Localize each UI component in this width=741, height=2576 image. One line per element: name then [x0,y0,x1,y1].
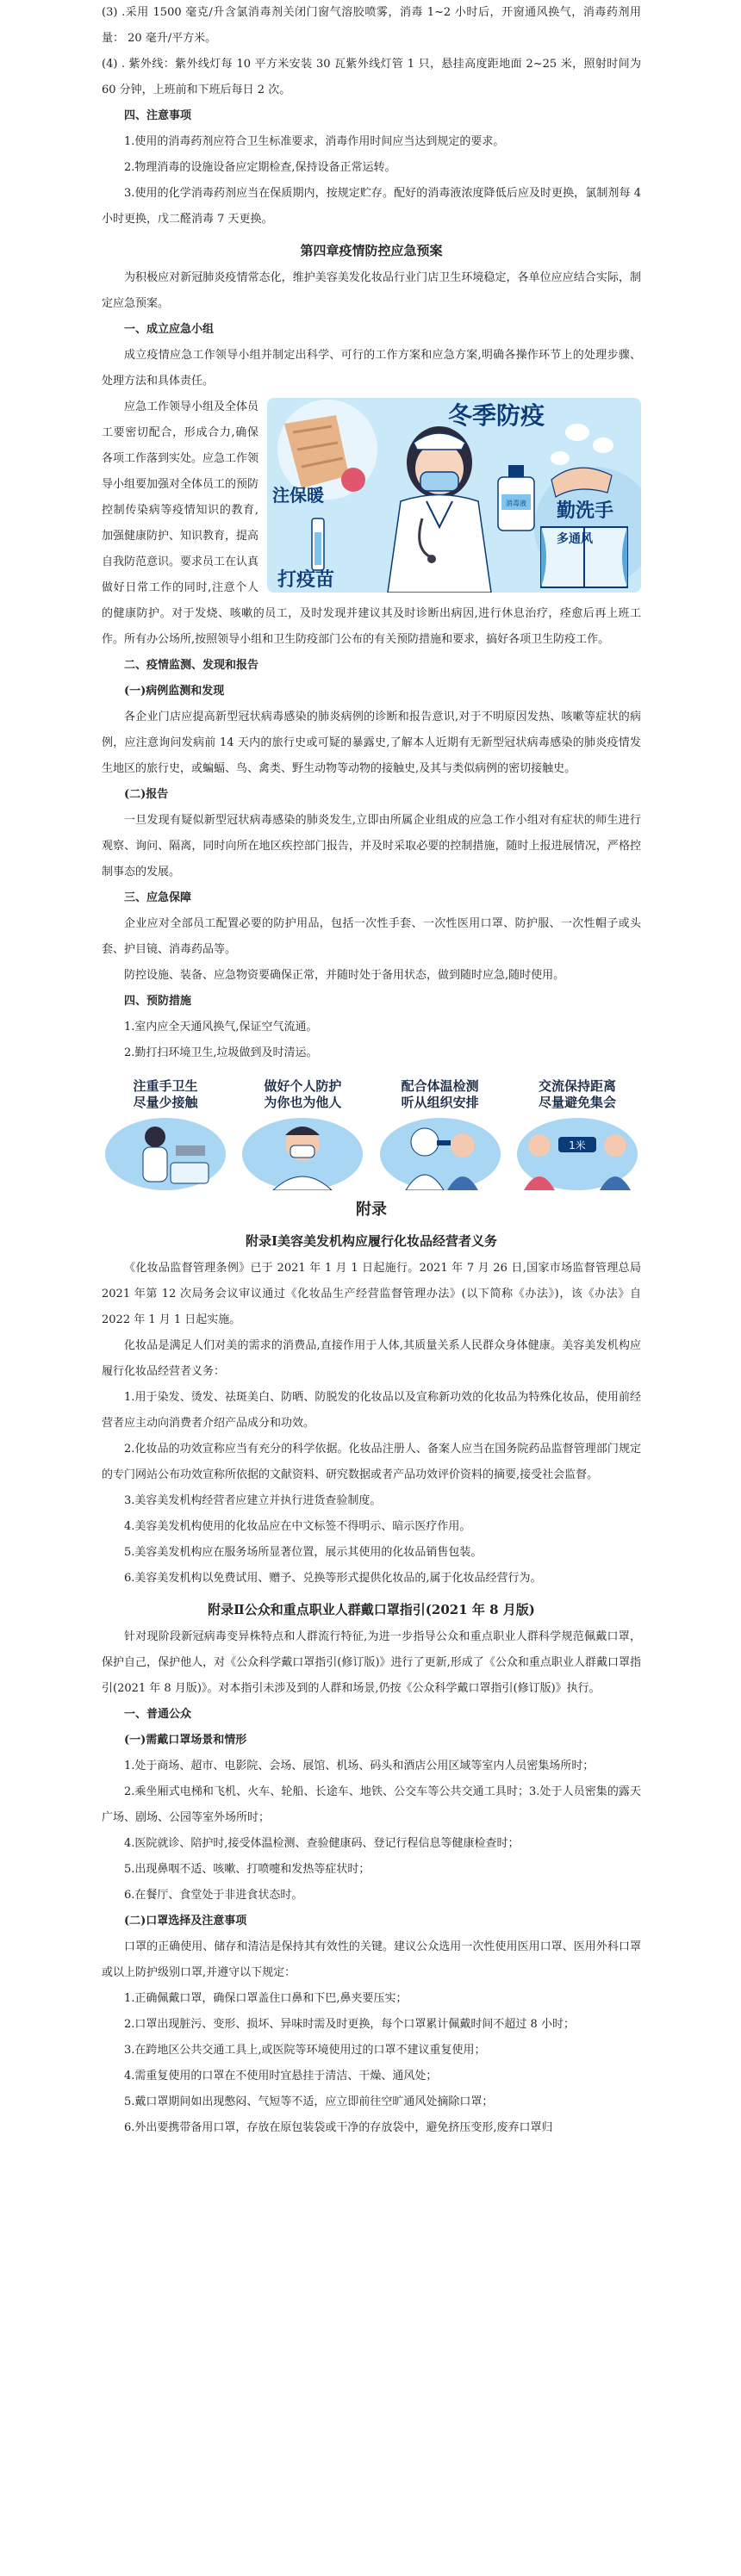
text-line: (3) .采用 1500 毫克/升含氯消毒剂关闭门窗气溶胶喷雾，消毒 1~2 小时后，开窗通风换气，消毒药剂用量： 20 毫升/平方米。 [102,6,641,45]
banner-caption: 做好个人防护 为你也为他人 [264,1078,342,1110]
winter-prevention-poster [267,398,641,593]
list-item: 2.口罩出现脏污、变形、损坏、异味时需及时更换，每个口罩累计佩戴时间不超过 8 小时； [124,2018,575,2031]
mask-person-icon [239,1111,366,1190]
list-item: 2.化妆品的功效宣称应当有充分的科学依据。化妆品注册人、备案人应当在国务院药品监督管理部门规定的专门网站公布功效宣称所依据的文献资料、研究数据或者产品功效评价资料的摘要,接受社会监督。 [102,1443,641,1481]
list-item: 3.使用的化学消毒药剂应当在保质期内，按规定贮存。配好的消毒液浓度降低后应及时更换，氯制剂每 4 小时更换，戊二醛消毒 7 天更换。 [102,187,641,226]
section-heading: 四、预防措施 [124,995,192,1008]
list-item: 4.美容美发机构使用的化妆品应在中文标签不得明示、暗示医疗作用。 [124,1520,471,1533]
banner-caption: 注重手卫生 尽量少接触 [133,1078,198,1110]
prevention-banner [102,1077,641,1190]
paragraph: 防控设施、装备、应急物资要确保正常，并随时处于备用状态，做到随时应急,随时使用。 [124,969,565,982]
distance-label: 1米 [569,1139,586,1151]
paragraph: 化妆品是满足人们对美的需求的消费品,直接作用于人体,其质量关系人民群众身体健康。美容美发机构应履行化妆品经营者义务： [102,1339,641,1378]
list-item: 2.乘坐厢式电梯和飞机、火车、轮船、长途车、地铁、公交车等公共交通工具时；3.处于人员密集的露天广场、剧场、公园等室外场所时； [102,1785,641,1824]
list-item: 2.物理消毒的设施设备应定期检查,保持设备正常运转。 [124,161,396,174]
banner-caption: 配合体温检测 听从组织安排 [401,1078,479,1110]
banner-caption: 交流保持距离 尽量避免集会 [538,1078,616,1110]
list-item: 1.正确佩戴口罩，确保口罩盖住口鼻和下巴,鼻夹要压实； [124,1992,408,2005]
paragraph: 口罩的正确使用、储存和清洁是保持其有效性的关键。建议公众选用一次性使用医用口罩、医用外科口罩或以上防护级别口罩,并遵守以下规定： [102,1940,641,1979]
poster-label: 多通风 [557,532,593,546]
list-item: 2.勤打扫环境卫生,垃圾做到及时清运。 [124,1046,318,1059]
banner-tile-protection [239,1077,366,1190]
poster-illustration [267,398,641,593]
subsection-heading: (一)病例监测和发现 [124,685,225,698]
poster-label: 打疫苗 [277,569,335,591]
poster-label: 注保暖 [272,485,324,506]
banner-tile-hand-hygiene [102,1077,229,1190]
poster-title: 冬季防疫 [448,401,545,430]
paragraph: 为积极应对新冠肺炎疫情常态化，维护美容美发化妆品行业门店卫生环境稳定，各单位应应结合实际，制定应急预案。 [102,271,641,310]
list-item: 5.戴口罩期间如出现憋闷、气短等不适，应立即前往空旷通风处摘除口罩； [124,2095,494,2108]
paragraph: 一旦发现有疑似新型冠状病毒感染的肺炎发生,立即由所属企业组成的应急工作小组对有症状的师生进行观察、询问、隔离，同时向所在地区疾控部门报告，并及时采取必要的控制措施，随时上报进展情况，严格控制事态的发展。 [102,814,641,878]
appendix-subtitle: 附录Ⅱ公众和重点职业人群戴口罩指引(2021 年 8 月版) [208,1602,535,1617]
paragraph: 《化妆品监督管理条例》已于 2021 年 1 月 1 日起施行。2021 年 7 月 26 日,国家市场监督管理总局 2021 年第 12 次局务会议审议通过《化妆品生产经营监督管理办法》(以下简称《办法》)，该《办法》自 2022 年 1 月 1 日起实施。 [102,1262,641,1326]
subsection-heading: (一)需戴口罩场景和情形 [124,1734,247,1747]
paragraph: 各企业门店应提高新型冠状病毒感染的肺炎病例的诊断和报告意识,对于不明原因发热、咳嗽等症状的病例，应注意询问发病前 14 天内的旅行史或可疑的暴露史,了解本人近期有无新型冠状病毒感染的肺炎疫情发生地区的旅行史，或蝙蝠、鸟、禽类、野生动物等动物的接触史,及其与类似病例的密切接触史。 [102,711,641,775]
hand-wash-icon [102,1111,229,1190]
list-item: 1.室内应全天通风换气,保证空气流通。 [124,1021,318,1034]
list-item: 1.用于染发、烫发、祛斑美白、防晒、防脱发的化妆品以及宣称新功效的化妆品为特殊化妆品，使用前经营者应主动向消费者介绍产品成分和功效。 [102,1391,641,1430]
paragraph: 应急工作领导小组及全体员工要密切配合，形成合力,确保各项工作落到实处。应急工作领导小组要加强对全体员工的预防控制传染病等疫情知识的教育,加强健康防护、知识教育，提高自我防范意识。要求员工在认真做好日常工作的同时,注意个人的健康防护。对于发烧、咳嗽的员工，及时发现并建议其及时诊断出病因,进行休息治疗，痊愈后再上班工作。所有办公场所,按照领导小组和卫生防疫部门公布的有关预防措施和要求，搞好各项卫生防疫工作。 [102,400,641,646]
appendix-subtitle: 附录Ⅰ美容美发机构应履行化妆品经营者义务 [245,1233,498,1249]
list-item: 4.医院就诊、陪护时,接受体温检测、查验健康码、登记行程信息等健康检查时； [124,1837,520,1850]
subsection-heading: (二)报告 [124,788,169,801]
list-item: 5.美容美发机构应在服务场所显著位置，展示其使用的化妆品销售包装。 [124,1546,483,1559]
banner-tile-temperature [377,1077,504,1190]
chapter-title: 第四章疫情防控应急预案 [300,243,443,258]
list-item: 3.在跨地区公共交通工具上,或医院等环境使用过的口罩不建议重复使用； [124,2044,486,2057]
section-heading: 三、应急保障 [124,891,192,904]
section-heading: 一、普通公众 [124,1708,192,1721]
banner-tile-distance [514,1077,641,1190]
list-item: 1.使用的消毒药剂应符合卫生标准要求，消毒作用时间应当达到规定的要求。 [124,135,505,148]
list-item: 4.需重复使用的口罩在不使用时宜悬挂于清洁、干燥、通风处； [124,2070,438,2083]
list-item: 6.在餐厅、食堂处于非进食状态时。 [124,1889,303,1902]
list-item: 6.美容美发机构以免费试用、赠予、兑换等形式提供化妆品的,属于化妆品经营行为。 [124,1572,542,1585]
paragraph: 针对现阶段新冠病毒变异株特点和人群流行特征,为进一步指导公众和重点职业人群科学规范佩戴口罩，保护自己，保护他人，对《公众科学戴口罩指引(修订版)》进行了更新,形成了《公众和重点职业人群戴口罩指引(2021 年 8 月版)》。对本指引未涉及到的人群和场景,仍按《公众科学戴口罩指引(修订版)》执行。 [102,1630,641,1695]
subsection-heading: (二)口罩选择及注意事项 [124,1915,247,1927]
list-item: 3.美容美发机构经营者应建立并执行进货查验制度。 [124,1494,382,1507]
section-heading: 四、注意事项 [124,109,192,122]
list-item: 5.出现鼻咽不适、咳嗽、打喷嚏和发热等症状时； [124,1863,370,1876]
document-content [102,0,641,2141]
section-heading: 一、成立应急小组 [124,323,215,336]
list-item: 1.处于商场、超市、电影院、会场、展馆、机场、码头和酒店公用区域等室内人员密集场所时； [124,1760,595,1772]
bottle-label: 消毒液 [506,500,526,507]
text-line: (4) . 紫外线：紫外线灯每 10 平方米安装 30 瓦紫外线灯管 1 只，悬挂高度距地面 2~25 米，照射时间为 60 分钟，上班前和下班后每日 2 次。 [102,58,641,96]
paragraph: 成立疫情应急工作领导小组并制定出科学、可行的工作方案和应急方案,明确各操作环节上的处理步骤、处理方法和具体责任。 [102,349,641,388]
list-item: 6.外出要携带备用口罩，存放在原包装袋或干净的存放袋中，避免挤压变形,废弃口罩归 [124,2121,553,2134]
paragraph: 企业应对全部员工配置必要的防护用品，包括一次性手套、一次性医用口罩、防护服、一次性帽子或头套、护目镜、消毒药品等。 [102,917,641,956]
temperature-check-icon [377,1111,504,1190]
poster-label: 勤洗手 [557,500,614,522]
section-heading: 二、疫情监测、发现和报告 [124,659,259,672]
appendix-title: 附录 [356,1201,387,1219]
social-distance-icon [514,1111,641,1190]
